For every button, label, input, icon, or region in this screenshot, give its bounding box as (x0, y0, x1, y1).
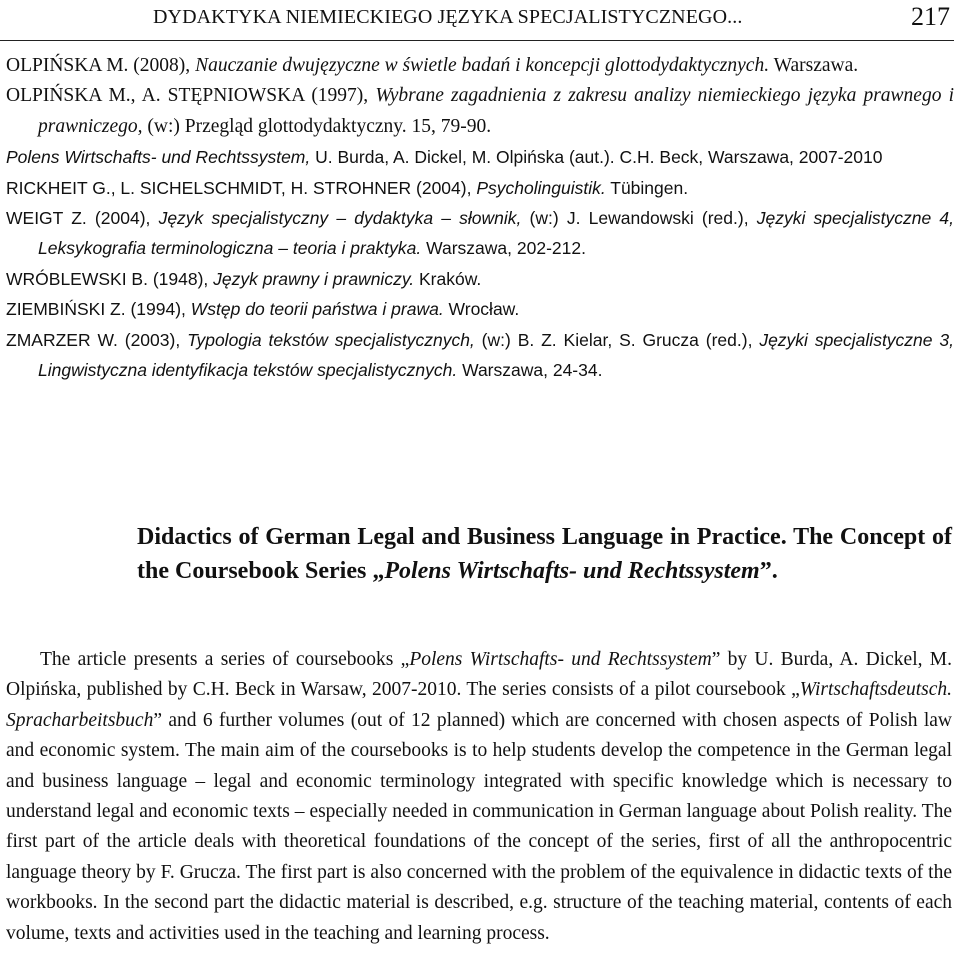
abstract-text: ” and 6 further volumes (out of 12 planned) which are concerned with chosen aspects of Polish law and economic system. The main aim of the coursebooks is to help students develop the competence in the German legal and business language – legal and economic terminology integrated with specific knowledge which is necessary to understand legal and economic texts – especially needed in communication in German language about Polish reality. The first part of the article deals with theoretical foundations of the concept of the series, first of all the anthropocentric language theory by F. Grucza. The first part is also concerned with the problem of the equivalence in didactic texts of the workbooks. In the second part the didactic material is described, e.g. structure of the teaching material, contents of each volume, texts and activities used in the teaching and learning process. (6, 709, 952, 944)
reference-author: ZIEMBIŃSKI Z. (1994), (6, 299, 191, 320)
reference-author: OLPIŃSKA M., A. STĘPNIOWSKA (1997), (6, 85, 376, 107)
abstract-pilot-title: Wirtschaftsdeutsch. Spracharbeitsbuch (6, 679, 952, 731)
page-number: 217 (911, 2, 950, 31)
reference-title: Typologia tekstów specjalistycznych, (187, 329, 475, 350)
reference-entry (6, 264, 954, 294)
reference-entry (6, 142, 954, 172)
running-head: DYDAKTYKA NIEMIECKIEGO JĘZYKA SPECJALISTYCZNEGO... (153, 6, 743, 28)
reference-title: Wybrane zagadnienia z zakresu analizy niemieckiego języka prawnego i prawniczego, (38, 85, 954, 137)
reference-details: Tübingen. (605, 177, 689, 198)
reference-details: (w:) J. Lewandowski (red.), (521, 208, 757, 229)
page-header (0, 0, 954, 41)
abstract-series-name: Polens Wirtschafts- und Rechtssystem (409, 649, 712, 670)
abstract-text: The article presents a series of coursebooks „ (40, 649, 410, 670)
reference-details: Wrocław. (443, 299, 520, 320)
references-list (6, 51, 954, 385)
reference-title-secondary: Języki specjalistyczne 4, Leksykografia terminologiczna – teoria i praktyka. (38, 208, 955, 259)
reference-details-secondary: Warszawa, 202-212. (421, 238, 586, 259)
reference-author: RICKHEIT G., L. SICHELSCHMIDT, H. STROHNER (2004), (6, 177, 477, 198)
reference-title: Język specjalistyczny – dydaktyka – słownik, (158, 208, 522, 229)
reference-title: Psycholinguistik. (476, 177, 606, 198)
abstract-title (137, 520, 952, 588)
reference-details: Warszawa. (769, 55, 859, 76)
reference-title: Wstęp do teorii państwa i prawa. (190, 299, 444, 320)
reference-author: ZMARZER W. (2003), (6, 329, 188, 350)
reference-author: WEIGT Z. (2004), (6, 208, 159, 229)
reference-details-secondary: Warszawa, 24-34. (457, 360, 603, 381)
reference-title: Język prawny i prawniczy. (213, 268, 415, 289)
reference-details: U. Burda, A. Dickel, M. Olpińska (aut.). C.H. Beck, Warszawa, 2007-2010 (310, 147, 883, 168)
abstract-text: ” by U. Burda, A. Dickel, M. Olpińska, published by C.H. Beck in Warsaw, 2007-2010. The series consists of a pilot coursebook „ (6, 649, 952, 701)
reference-title: Nauczanie dwujęzyczne w świetle badań i koncepcji glottodydaktycznych. (195, 55, 770, 76)
abstract-title-text: Didactics of German Legal and Business Language in Practice. The Concept of the Coursebook Series „ (137, 524, 952, 584)
reference-entry (6, 294, 954, 324)
reference-details: Kraków. (414, 268, 482, 289)
reference-title: Polens Wirtschafts- und Rechtssystem, (6, 147, 311, 168)
abstract-paragraph (6, 645, 952, 949)
reference-details: (w:) B. Z. Kielar, S. Grucza (red.), (474, 329, 760, 350)
reference-title-secondary: Języki specjalistyczne 3, Lingwistyczna identyfikacja tekstów specjalistycznych. (38, 329, 954, 381)
reference-entry (6, 51, 954, 81)
reference-entry (6, 203, 954, 264)
reference-author: OLPIŃSKA M. (2008), (6, 55, 196, 76)
reference-details: (w:) Przegląd glottodydaktyczny. 15, 79-90. (142, 115, 492, 137)
reference-entry (6, 325, 954, 386)
reference-entry (6, 81, 954, 142)
abstract-title-series: Polens Wirtschafts- und Rechtssystem (384, 558, 760, 584)
reference-entry (6, 173, 954, 203)
reference-author: WRÓBLEWSKI B. (1948), (6, 268, 214, 289)
abstract-title-end: ”. (759, 558, 778, 584)
